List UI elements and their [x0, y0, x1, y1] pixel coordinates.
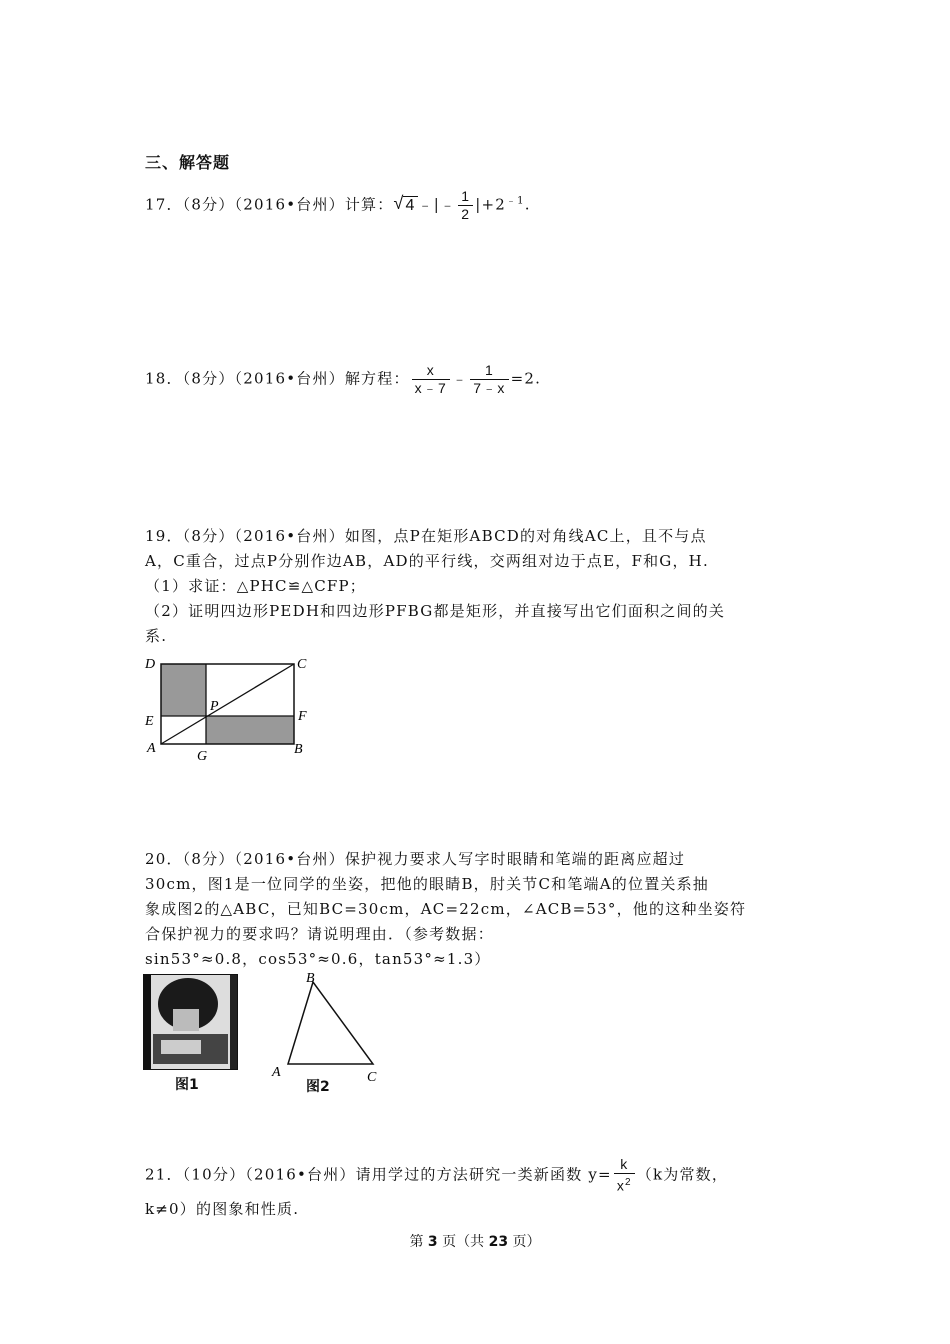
- page-footer: [0, 1231, 950, 1251]
- q20-line-5: sin53°≈0.8，cos53°≈0.6，tan53°≈1.3）: [145, 950, 491, 968]
- q18-prefix: 18．（8分）（2016•台州）解方程：: [145, 369, 410, 388]
- total-pages: 23: [488, 1234, 509, 1250]
- q20-line-1: 20．（8分）（2016•台州）保护视力要求人写字时眼睛和笔端的距离应超过: [145, 850, 686, 868]
- fraction-denominator: 7﹣x: [470, 379, 508, 397]
- fraction-denominator: x﹣7: [412, 379, 450, 397]
- shaded-rect-pedh: [161, 664, 206, 716]
- q21-line-2: k≠0）的图象和性质.: [145, 1200, 300, 1218]
- fraction-numerator: 1: [461, 188, 471, 204]
- question-17: [145, 188, 531, 223]
- fraction-2: [470, 362, 508, 397]
- footer-mid: 页（共: [442, 1234, 485, 1250]
- label-c: C: [297, 657, 307, 672]
- label-a: A: [147, 741, 156, 756]
- book: [161, 1040, 201, 1054]
- shaded-rect-pfbg: [206, 716, 294, 744]
- label-a: A: [272, 1065, 281, 1080]
- fraction-one-half: [458, 188, 473, 223]
- q19-line-1: 19．（8分）（2016•台州）如图，点P在矩形ABCD的对角线AC上，且不与点: [145, 527, 707, 545]
- denominator-base: x: [616, 1177, 626, 1194]
- question-18: [145, 362, 541, 397]
- q19-line-5: 系.: [145, 627, 168, 645]
- question-21: [145, 1156, 728, 1195]
- label-b: B: [294, 742, 303, 757]
- label-d: D: [145, 657, 156, 672]
- fraction-numerator: x: [426, 362, 435, 378]
- rectangle-figure: [140, 652, 320, 764]
- student-photo-figure: [143, 974, 238, 1070]
- sqrt-expression: √ 4: [393, 192, 416, 214]
- label-f: F: [298, 709, 307, 724]
- fraction-denominator: 2: [458, 205, 473, 223]
- q17-suffix: |+2: [475, 195, 506, 214]
- label-c: C: [367, 1070, 377, 1085]
- triangle-abc: [288, 982, 373, 1064]
- q18-suffix: =2.: [510, 369, 542, 388]
- label-p: P: [210, 699, 219, 714]
- fraction-denominator: [614, 1173, 635, 1195]
- section-heading: 三、解答题: [145, 153, 231, 172]
- footer-post: 页）: [512, 1234, 541, 1250]
- sqrt-radicand: 4: [405, 196, 416, 214]
- fraction-k-over-x2: [614, 1156, 635, 1195]
- q17-end: .: [524, 195, 531, 214]
- footer-pre: 第: [409, 1234, 424, 1250]
- figure-1-caption: 图1: [175, 1077, 199, 1093]
- figure-2-caption: 图2: [306, 1079, 330, 1095]
- fraction-1: [412, 362, 450, 397]
- face: [173, 1009, 199, 1031]
- exponent: ﹣1: [505, 195, 525, 207]
- left-border: [143, 974, 151, 1070]
- right-border: [230, 974, 238, 1070]
- q17-mid: ﹣|﹣: [417, 195, 457, 214]
- fraction-numerator: 1: [484, 362, 494, 378]
- minus-sign: ﹣: [452, 369, 469, 388]
- label-e: E: [145, 714, 154, 729]
- q20-line-3: 象成图2的△ABC，已知BC=30cm，AC=22cm，∠ACB=53°，他的这种坐姿符: [145, 900, 747, 918]
- q20-line-4: 合保护视力的要求吗？请说明理由．（参考数据：: [145, 925, 494, 943]
- q20-line-2: 30cm，图1是一位同学的坐姿，把他的眼睛B，肘关节C和笔端A的位置关系抽: [145, 875, 709, 893]
- label-g: G: [197, 749, 208, 764]
- q17-prefix: 17．（8分）（2016•台州）计算：: [145, 195, 394, 214]
- page-number: 3: [427, 1234, 438, 1250]
- denominator-exponent: 2: [625, 1177, 632, 1188]
- q19-line-3: （1）求证：△PHC≌△CFP；: [145, 577, 367, 595]
- q19-line-4: （2）证明四边形PEDH和四边形PFBG都是矩形，并直接写出它们面积之间的关: [145, 602, 726, 620]
- triangle-figure: [268, 968, 388, 1086]
- fraction-numerator: k: [620, 1156, 629, 1172]
- q21-prefix: 21．（10分）（2016•台州）请用学过的方法研究一类新函数 y=: [145, 1165, 612, 1184]
- q21-suffix: （k为常数，: [636, 1165, 729, 1184]
- label-b: B: [306, 971, 315, 986]
- q19-line-2: A，C重合，过点P分别作边AB，AD的平行线，交两组对边于点E，F和G，H.: [145, 552, 709, 570]
